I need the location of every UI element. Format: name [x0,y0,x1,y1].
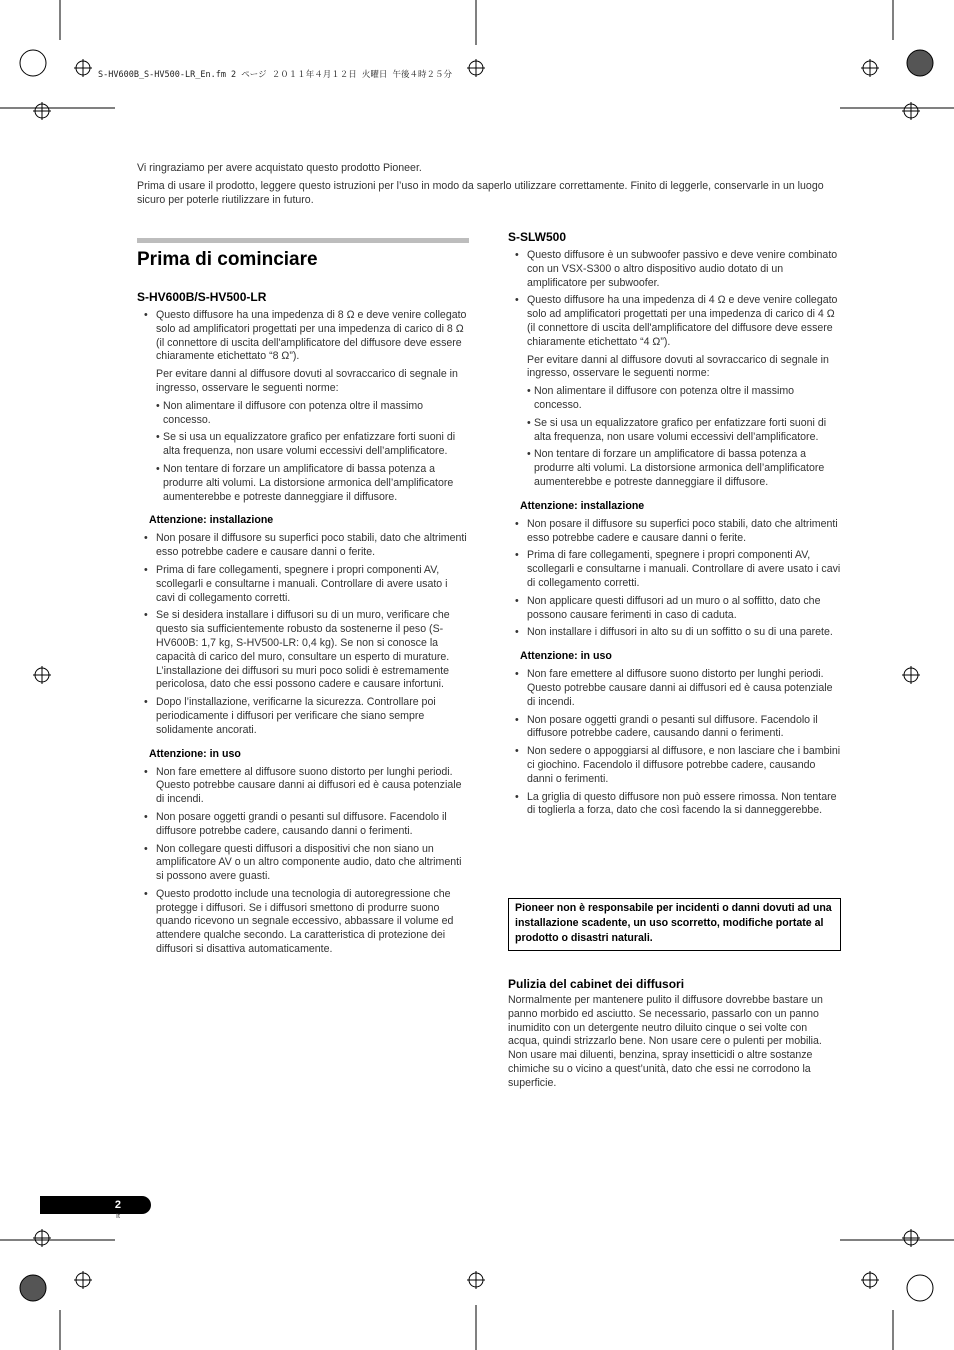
cleaning-text: Normalmente per mantenere pulito il diffusore dovrebbe bastare un panno morbido ed asciutto. Se necessario, passarlo con un panno inumidito con un detergente neutro diluito cinque o sei volte con acqua, quindi strizzarlo bene. Non usare cere o pulenti per mobilia. [508,994,823,1048]
install-list [508,518,841,640]
rules-list [508,385,841,490]
list-item: • Non tentare di forzare un amplificatore di bassa potenza a produrre alti volumi. La distorsione armonica dell’amplificatore aumenterebbe e potreste danneggiare il diffusore. [137,463,469,504]
overload-note: Per evitare danni al diffusore dovuti al sovraccarico di segnale in ingresso, osservare le seguenti norme: [156,368,458,394]
use-heading: Attenzione: in uso [149,747,241,760]
rules-list [137,400,469,505]
list-item: • Non fare emettere al diffusore suono distorto per lunghi periodi. Questo potrebbe causare danni ai diffusori ed è causa potenziale di incendi. [508,668,841,709]
liability-notice: Pioneer non è responsabile per incidenti o danni dovuti ad una installazione scadente, un uso scorretto, modifiche portate al prodotto o disastri naturali. [508,898,841,951]
list-item: • Non collegare questi diffusori a dispositivi che non siano un amplificatore AV o un altro componente audio, dato che altrimenti si possono avere guasti. [137,843,469,884]
list-item: • Non posare il diffusore su superfici poco stabili, dato che altrimenti esso potrebbe cadere e causare danni o ferite. [508,518,841,546]
spec-list [508,249,841,350]
list-item: • Non alimentare il diffusore con potenza oltre il massimo concesso. [137,400,469,428]
list-item: • Questo diffusore è un subwoofer passivo e deve venire combinato con un VSX-S300 o altro dispositivo audio dotato di un amplificatore per subwoofer. [508,249,841,290]
install-list [137,532,469,737]
spec-list [137,309,469,364]
list-item: • Non fare emettere al diffusore suono distorto per lunghi periodi. Questo potrebbe causare danni ai diffusori ed è causa potenziale di incendi. [137,766,469,807]
page-number-tab [40,1196,151,1214]
list-item: • Non posare oggetti grandi o pesanti sul diffusore. Facendolo il diffusore potrebbe cadere, causando danni o ferimenti. [508,714,841,742]
list-item: • La griglia di questo diffusore non può essere rimossa. Non tentare di toglierla a forza, dato che così facendo la si danneggerebbe. [508,791,841,819]
list-item: • Non sedere o appoggiarsi al diffusore, e non lasciare che i bambini ci giochino. Facendolo il diffusore potrebbe cadere, causando danni o ferimenti. [508,745,841,786]
list-item: • Non posare il diffusore su superfici poco stabili, dato che altrimenti esso potrebbe cadere e causare danni o ferite. [137,532,469,560]
use-list [508,668,841,818]
model-heading-slw500: S-SLW500 [508,230,567,244]
page-title: Prima di cominciare [137,249,318,270]
list-item: • Non alimentare il diffusore con potenza oltre il massimo concesso. [508,385,841,413]
intro-thanks: Vi ringraziamo per avere acquistato questo prodotto Pioneer. [137,162,422,174]
list-item: • Prima di fare collegamenti, spegnere i propri componenti AV, scollegarli e consultarne i manuali. Controllare di avere usato i cavi di collegamento corretti. [508,549,841,590]
file-info-header: S-HV600B_S-HV500-LR_En.fm 2 ページ ２０１１年４月１２日 火曜日 午後４時２５分 [98,70,452,80]
list-item: • Questo diffusore ha una impedenza di 4 Ω e deve venire collegato solo ad amplificatori progettati per una impedenza di carico di 4 Ω (il connettore di uscita dell'amplificatore del diffusore deve essere chiaramente etichettato “4 Ω”). [508,294,841,349]
list-item: • Prima di fare collegamenti, spegnere i propri componenti AV, scollegarli e consultarne i manuali. Controllare di avere usato i cavi di collegamento corretti. [137,564,469,605]
title-bar [137,238,469,243]
list-item: • Se si usa un equalizzatore grafico per enfatizzare forti suoni di alta frequenza, non usare volumi eccessivi dell’amplificatore. [508,417,841,445]
list-item: • Non tentare di forzare un amplificatore di bassa potenza a produrre alti volumi. La distorsione armonica dell’amplificatore aumenterebbe e potreste danneggiare il diffusore. [508,448,841,489]
left-column [137,238,469,961]
cleaning-text: Non usare mai diluenti, benzina, spray insetticidi o altre sostanze chimiche su o vicino a quest’unità, dato che essi ne corrodono la superficie. [508,1049,813,1089]
list-item: • Se si usa un equalizzatore grafico per enfatizzare forti suoni di alta frequenza, non usare volumi eccessivi dell’amplificatore. [137,431,469,459]
install-heading: Attenzione: installazione [149,514,274,527]
intro [137,161,841,211]
right-column [508,230,841,822]
cleaning-heading: Pulizia del cabinet dei diffusori [508,977,685,991]
list-item: • Non applicare questi diffusori ad un muro o al soffitto, dato che possono causare ferimenti in caso di caduta. [508,595,841,623]
overload-note: Per evitare danni al diffusore dovuti al sovraccarico di segnale in ingresso, osservare le seguenti norme: [527,353,829,380]
language-label: It [116,1213,120,1220]
list-item: • Questo diffusore ha una impedenza di 8 Ω e deve venire collegato solo ad amplificatori progettati per una impedenza di carico di 8 Ω (il connettore di uscita dell'amplificatore del diffusore deve essere chiaramente etichettato “8 Ω”). [137,309,469,364]
page-number: 2 [114,1199,121,1211]
list-item: • Questo prodotto include una tecnologia di autoregressione che protegge i diffusori. Se i diffusori smettono di produrre suono quando ricevono un segnale eccessivo, abbassare il volume ed attendere qualche secondo. La caratteristica di protezione dei diffusori si disattiva automaticamente. [137,888,469,957]
list-item: • Dopo l’installazione, verificarne la sicurezza. Controllare poi periodicamente i diffusori per verificare che siano sempre solidamente ancorati. [137,696,469,737]
use-list [137,766,469,957]
model-heading-hv600b: S-HV600B/S-HV500-LR [137,290,267,304]
list-item: • Non installare i diffusori in alto su di un soffitto o su di una parete. [508,626,841,640]
list-item: • Non posare oggetti grandi o pesanti sul diffusore. Facendolo il diffusore potrebbe cadere, causando danni o ferimenti. [137,811,469,839]
list-item: • Se si desidera installare i diffusori su di un muro, verificare che questo sia sufficientemente robusto da sostenerne il peso (S-HV600B: 1,7 kg, S-HV500-LR: 0,4 kg). Se non si conosce la capacità di carico del muro, consultare un esperto di murature. L’installazione dei diffusori su muri poco solidi è estremamente pericolosa, dato che essi possono cadere e causare infortuni. [137,609,469,692]
install-heading: Attenzione: installazione [520,499,645,512]
use-heading: Attenzione: in uso [520,650,612,663]
cleaning-section [508,977,841,1091]
intro-instructions: Prima di usare il prodotto, leggere questo istruzioni per l’uso in modo da saperlo utilizzare correttamente. Finito di leggerle, conservarle in un luogo sicuro per poterle riutilizzare in futuro. [137,180,824,206]
